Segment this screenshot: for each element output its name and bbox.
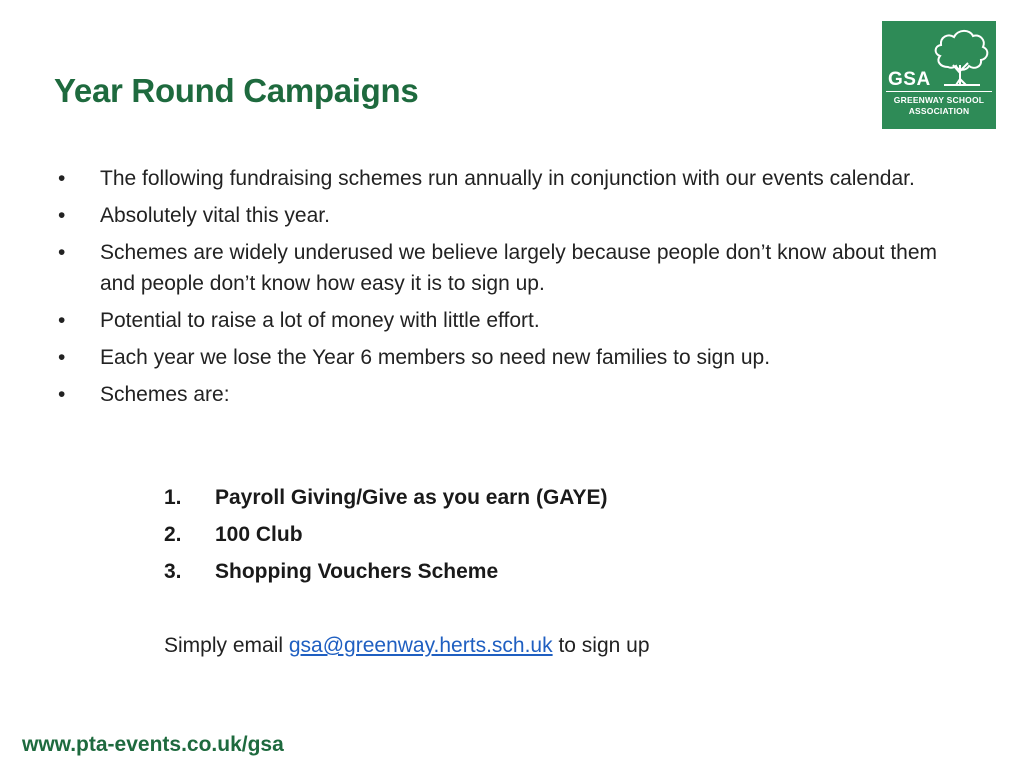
slide-title: Year Round Campaigns bbox=[54, 72, 419, 109]
scheme-label: 100 Club bbox=[215, 523, 303, 546]
bullet-item bbox=[58, 237, 938, 299]
bullet-text: Schemes are widely underused we believe largely because people don’t know about them and people don’t know how easy it is to sign up. bbox=[100, 241, 938, 295]
bullet-icon: • bbox=[58, 309, 66, 332]
scheme-item bbox=[164, 482, 608, 513]
scheme-label: Payroll Giving/Give as you earn (GAYE) bbox=[215, 486, 608, 509]
bullet-icon: • bbox=[58, 167, 66, 190]
scheme-number: 2. bbox=[164, 523, 182, 546]
logo-name-line2: ASSOCIATION bbox=[908, 106, 970, 116]
scheme-item bbox=[164, 556, 608, 587]
signup-prefix: Simply email bbox=[164, 634, 289, 657]
bullet-list bbox=[58, 163, 938, 416]
bullet-item bbox=[58, 342, 938, 373]
signup-email-link[interactable]: gsa@greenway.herts.sch.uk bbox=[288, 634, 553, 657]
scheme-number: 1. bbox=[164, 486, 182, 509]
bullet-item bbox=[58, 379, 938, 410]
logo-divider bbox=[886, 91, 992, 92]
signup-line bbox=[164, 630, 650, 661]
bullet-icon: • bbox=[58, 241, 66, 264]
scheme-item bbox=[164, 519, 608, 550]
bullet-item bbox=[58, 163, 938, 194]
logo-name bbox=[882, 95, 996, 117]
scheme-label: Shopping Vouchers Scheme bbox=[215, 560, 499, 583]
footer-url: www.pta-events.co.uk/gsa bbox=[22, 733, 284, 756]
bullet-text: The following fundraising schemes run annually in conjunction with our events calendar. bbox=[100, 167, 915, 190]
bullet-item bbox=[58, 200, 938, 231]
logo-abbreviation: GSA bbox=[888, 69, 931, 90]
logo-name-line1: GREENWAY SCHOOL bbox=[893, 95, 985, 105]
bullet-item bbox=[58, 305, 938, 336]
bullet-text: Absolutely vital this year. bbox=[100, 204, 330, 227]
bullet-text: Each year we lose the Year 6 members so need new families to sign up. bbox=[100, 346, 771, 369]
bullet-icon: • bbox=[58, 383, 66, 406]
signup-suffix: to sign up bbox=[552, 634, 650, 657]
scheme-list bbox=[164, 482, 608, 593]
scheme-number: 3. bbox=[164, 560, 182, 583]
bullet-text: Schemes are: bbox=[100, 383, 230, 406]
bullet-icon: • bbox=[58, 346, 66, 369]
gsa-logo bbox=[882, 21, 996, 129]
bullet-icon: • bbox=[58, 204, 66, 227]
bullet-text: Potential to raise a lot of money with little effort. bbox=[100, 309, 540, 332]
